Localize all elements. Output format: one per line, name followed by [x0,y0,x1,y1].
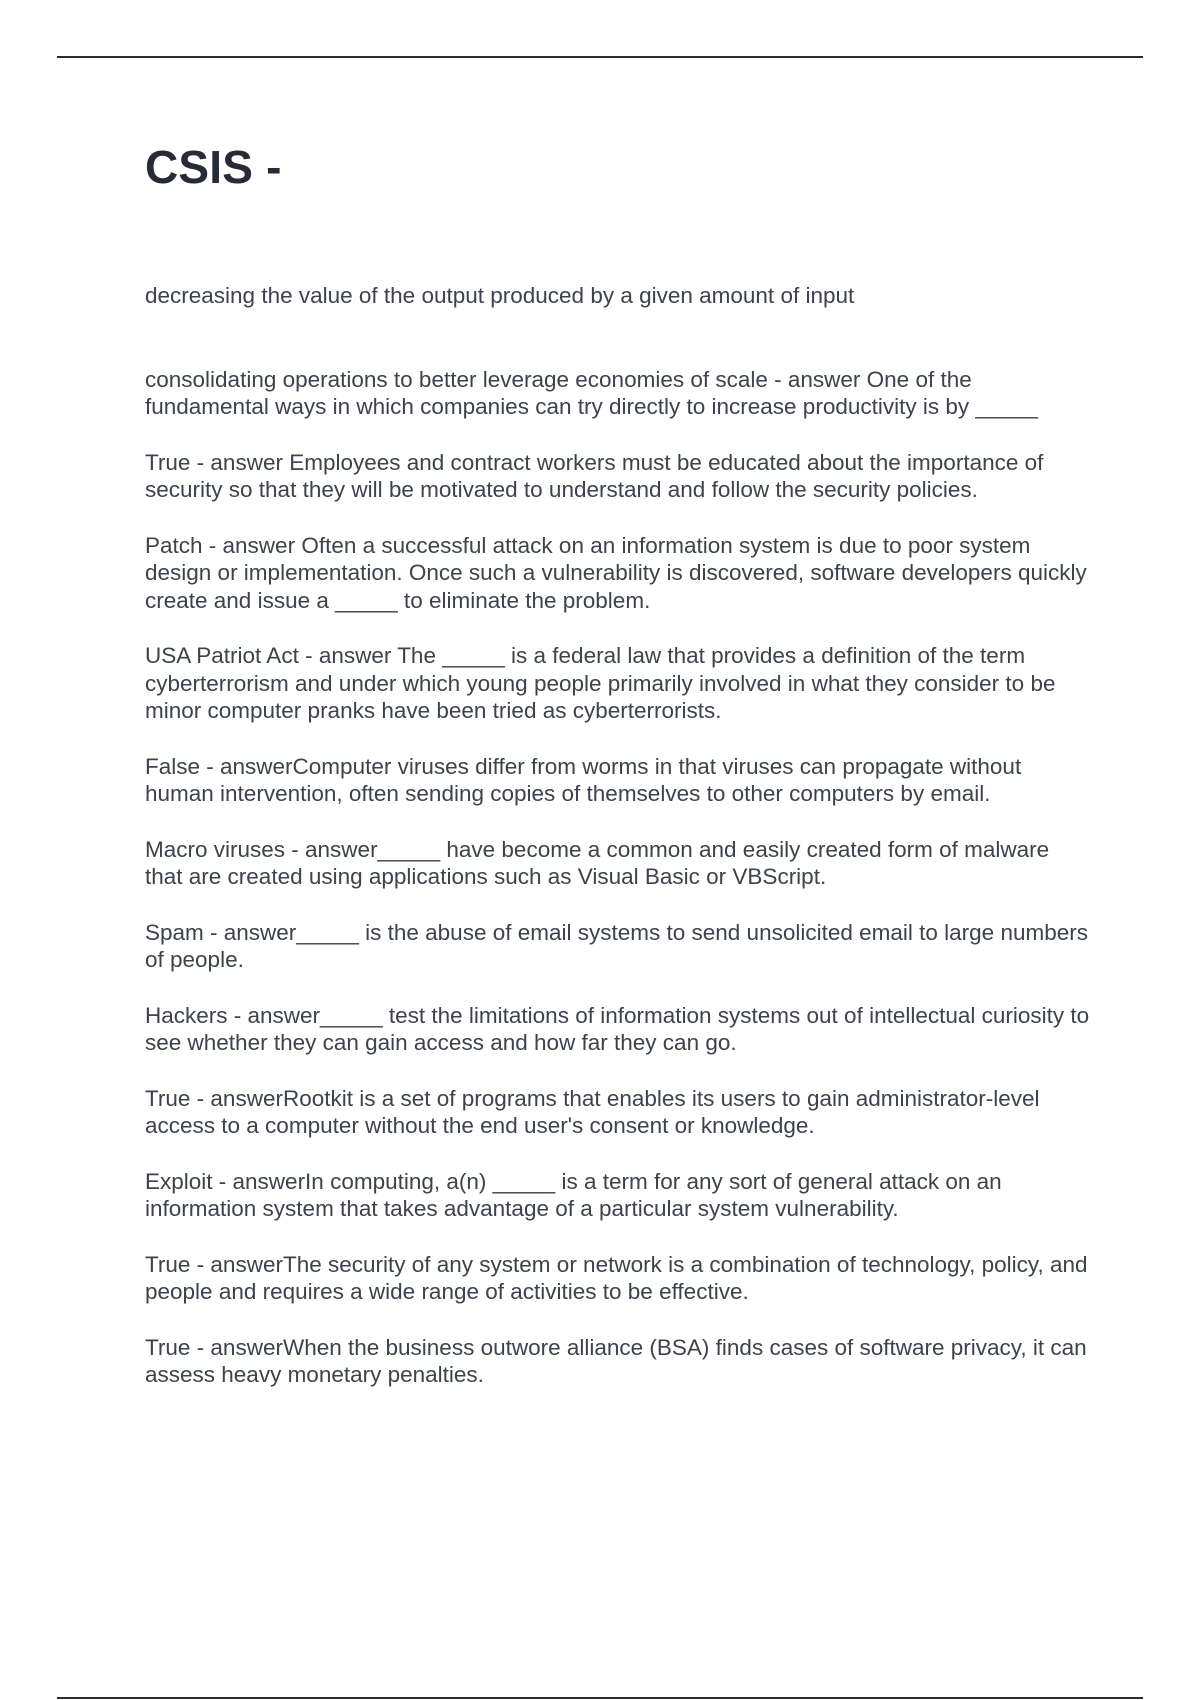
qa-entry: False - answerComputer viruses differ from worms in that viruses can propagate without human intervention, often sending copies of themselves to other computers by email. [145,753,1022,806]
qa-entry: Patch - answer Often a successful attack on an information system is due to poor system design or implementation. Once such a vulnerability is discovered, software developers quickly create and issue a _____ to eliminate the problem. [145,532,1087,613]
intro-text: decreasing the value of the output produced by a given amount of input [145,283,855,308]
qa-entry: Hackers - answer_____ test the limitations of information systems out of intellectual curiosity to see whether they can gain access and how far they can go. [145,1002,1090,1055]
qa-entry: Spam - answer_____ is the abuse of email systems to send unsolicited email to large numbers of people. [145,919,1088,972]
qa-entry: True - answerWhen the business outwore alliance (BSA) finds cases of software privacy, it can assess heavy monetary penalties. [145,1334,1087,1387]
qa-entry: True - answerThe security of any system or network is a combination of technology, policy, and people and requires a wide range of activities to be effective. [145,1251,1088,1304]
qa-entry: USA Patriot Act - answer The _____ is a federal law that provides a definition of the term cyberterrorism and under which young people primarily involved in what they consider to be minor computer pranks have been tried as cyberterrorists. [145,643,1056,723]
qa-entry: Macro viruses - answer_____ have become a common and easily created form of malware that are created using applications such as Visual Basic or VBScript. [145,836,1050,889]
bottom-rule [57,1697,1143,1699]
qa-entry: True - answer Employees and contract workers must be educated about the importance of security so that they will be motivated to understand and follow the security policies. [145,449,1044,502]
qa-entry: True - answerRootkit is a set of programs that enables its users to gain administrator-level access to a computer without the end user's consent or knowledge. [145,1085,1040,1138]
qa-entry: Exploit - answerIn computing, a(n) _____ is a term for any sort of general attack on an information system that takes advantage of a particular system vulnerability. [145,1168,1002,1221]
qa-entry: consolidating operations to better leverage economies of scale - answer One of the fundamental ways in which companies can try directly to increase productivity is by _____ [145,366,1038,419]
document-body [145,282,1090,1417]
top-rule [57,56,1143,58]
page-title: CSIS - [145,141,282,193]
